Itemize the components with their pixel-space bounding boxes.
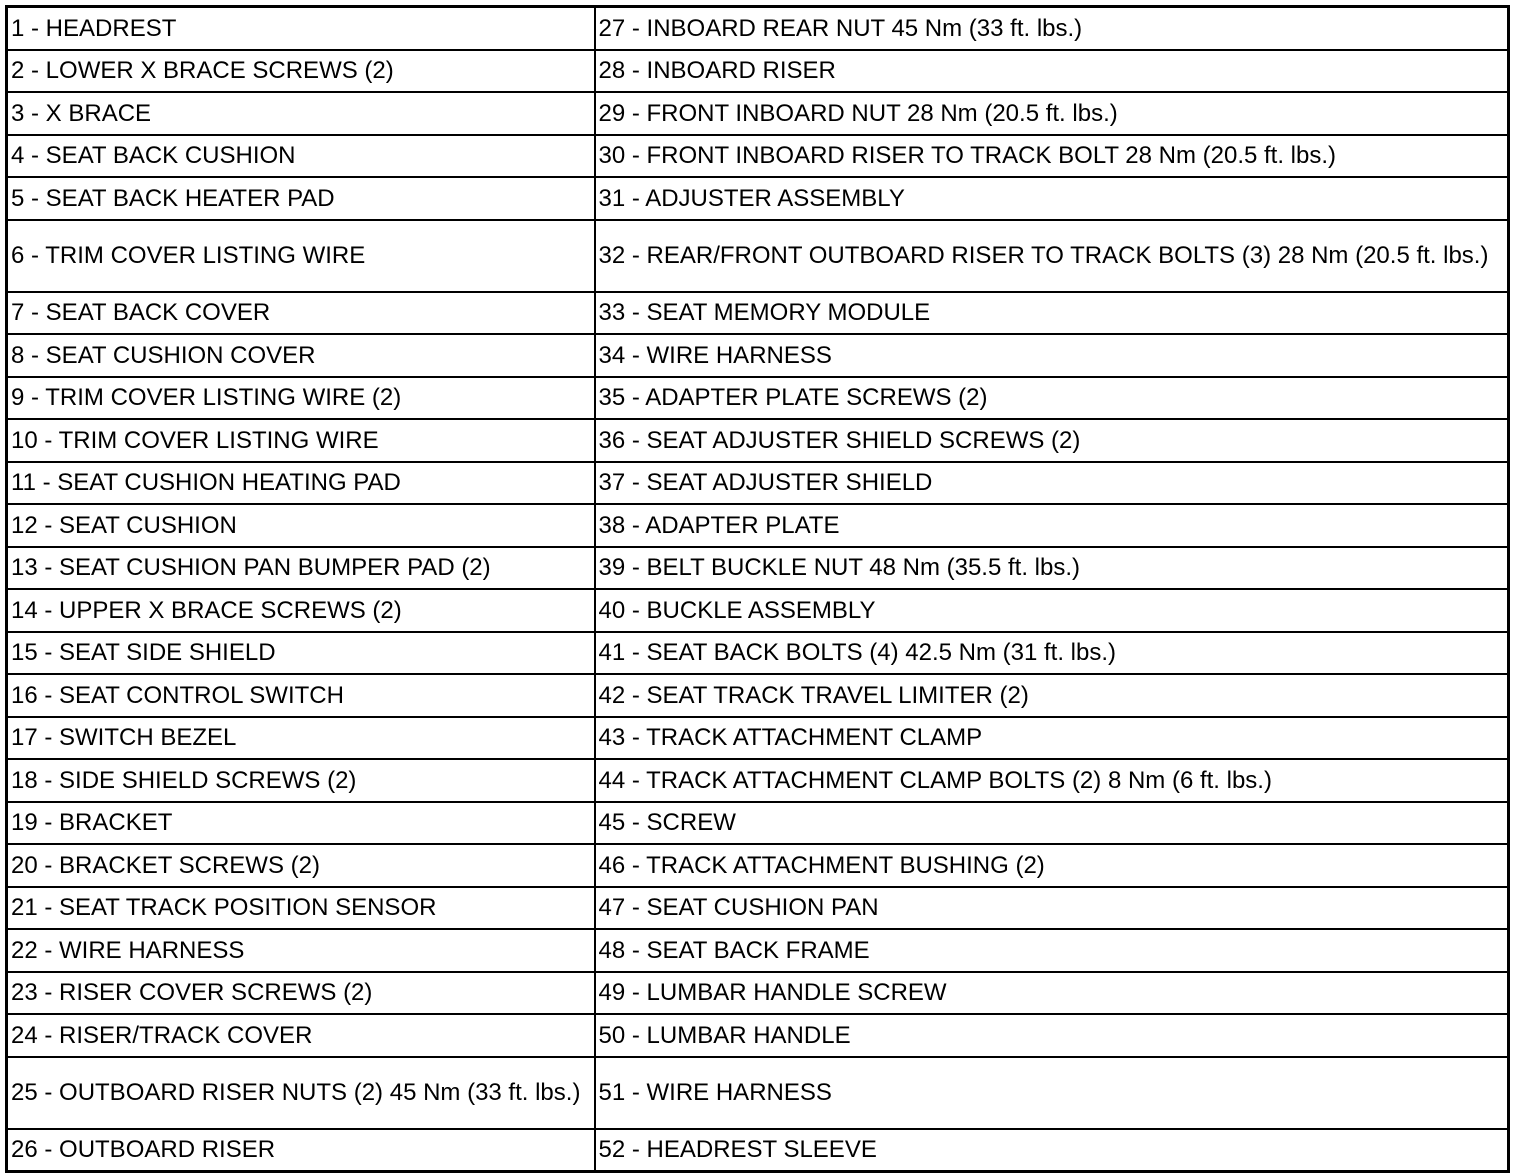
table-row xyxy=(7,1057,1509,1129)
legend-cell-left: 17 - SWITCH BEZEL xyxy=(7,717,595,760)
legend-cell-right: 47 - SEAT CUSHION PAN xyxy=(595,887,1509,930)
legend-cell-left: 5 - SEAT BACK HEATER PAD xyxy=(7,177,595,220)
table-row xyxy=(7,929,1509,972)
legend-cell-left: 21 - SEAT TRACK POSITION SENSOR xyxy=(7,887,595,930)
legend-cell-left: 2 - LOWER X BRACE SCREWS (2) xyxy=(7,50,595,93)
legend-cell-right: 30 - FRONT INBOARD RISER TO TRACK BOLT 28 Nm (20.5 ft. lbs.) xyxy=(595,135,1509,178)
legend-cell-right: 45 - SCREW xyxy=(595,802,1509,845)
table-row xyxy=(7,589,1509,632)
table-row xyxy=(7,462,1509,505)
table-row xyxy=(7,220,1509,292)
legend-cell-right: 38 - ADAPTER PLATE xyxy=(595,504,1509,547)
legend-cell-right: 28 - INBOARD RISER xyxy=(595,50,1509,93)
legend-cell-left: 19 - BRACKET xyxy=(7,802,595,845)
legend-cell-left: 1 - HEADREST xyxy=(7,7,595,50)
legend-cell-right: 36 - SEAT ADJUSTER SHIELD SCREWS (2) xyxy=(595,419,1509,462)
table-row xyxy=(7,674,1509,717)
table-row xyxy=(7,177,1509,220)
legend-cell-right: 29 - FRONT INBOARD NUT 28 Nm (20.5 ft. lbs.) xyxy=(595,92,1509,135)
legend-cell-left: 24 - RISER/TRACK COVER xyxy=(7,1014,595,1057)
parts-legend-table xyxy=(5,5,1510,1173)
table-row xyxy=(7,50,1509,93)
legend-cell-right: 42 - SEAT TRACK TRAVEL LIMITER (2) xyxy=(595,674,1509,717)
table-row xyxy=(7,844,1509,887)
legend-cell-left: 10 - TRIM COVER LISTING WIRE xyxy=(7,419,595,462)
legend-cell-left: 23 - RISER COVER SCREWS (2) xyxy=(7,972,595,1015)
legend-cell-left: 20 - BRACKET SCREWS (2) xyxy=(7,844,595,887)
table-row xyxy=(7,1129,1509,1172)
legend-cell-left: 22 - WIRE HARNESS xyxy=(7,929,595,972)
legend-cell-left: 3 - X BRACE xyxy=(7,92,595,135)
legend-cell-left: 26 - OUTBOARD RISER xyxy=(7,1129,595,1172)
legend-cell-right: 40 - BUCKLE ASSEMBLY xyxy=(595,589,1509,632)
table-row xyxy=(7,334,1509,377)
parts-legend-body xyxy=(7,7,1509,1172)
legend-cell-right: 43 - TRACK ATTACHMENT CLAMP xyxy=(595,717,1509,760)
legend-cell-right: 51 - WIRE HARNESS xyxy=(595,1057,1509,1129)
legend-cell-right: 32 - REAR/FRONT OUTBOARD RISER TO TRACK BOLTS (3) 28 Nm (20.5 ft. lbs.) xyxy=(595,220,1509,292)
legend-cell-right: 46 - TRACK ATTACHMENT BUSHING (2) xyxy=(595,844,1509,887)
table-row xyxy=(7,135,1509,178)
legend-cell-left: 13 - SEAT CUSHION PAN BUMPER PAD (2) xyxy=(7,547,595,590)
legend-cell-left: 7 - SEAT BACK COVER xyxy=(7,292,595,335)
legend-cell-left: 14 - UPPER X BRACE SCREWS (2) xyxy=(7,589,595,632)
table-row xyxy=(7,972,1509,1015)
legend-cell-right: 41 - SEAT BACK BOLTS (4) 42.5 Nm (31 ft. lbs.) xyxy=(595,632,1509,675)
table-row xyxy=(7,632,1509,675)
legend-cell-right: 27 - INBOARD REAR NUT 45 Nm (33 ft. lbs.) xyxy=(595,7,1509,50)
legend-cell-left: 12 - SEAT CUSHION xyxy=(7,504,595,547)
legend-cell-right: 52 - HEADREST SLEEVE xyxy=(595,1129,1509,1172)
legend-cell-left: 18 - SIDE SHIELD SCREWS (2) xyxy=(7,759,595,802)
legend-cell-right: 49 - LUMBAR HANDLE SCREW xyxy=(595,972,1509,1015)
legend-cell-left: 25 - OUTBOARD RISER NUTS (2) 45 Nm (33 ft. lbs.) xyxy=(7,1057,595,1129)
table-row xyxy=(7,887,1509,930)
legend-cell-right: 50 - LUMBAR HANDLE xyxy=(595,1014,1509,1057)
table-row xyxy=(7,92,1509,135)
table-row xyxy=(7,377,1509,420)
table-row xyxy=(7,419,1509,462)
table-row xyxy=(7,547,1509,590)
table-row xyxy=(7,1014,1509,1057)
table-row xyxy=(7,7,1509,50)
legend-cell-left: 4 - SEAT BACK CUSHION xyxy=(7,135,595,178)
legend-cell-right: 39 - BELT BUCKLE NUT 48 Nm (35.5 ft. lbs.) xyxy=(595,547,1509,590)
legend-cell-right: 33 - SEAT MEMORY MODULE xyxy=(595,292,1509,335)
table-row xyxy=(7,759,1509,802)
table-row xyxy=(7,717,1509,760)
legend-cell-right: 34 - WIRE HARNESS xyxy=(595,334,1509,377)
legend-cell-right: 35 - ADAPTER PLATE SCREWS (2) xyxy=(595,377,1509,420)
legend-cell-left: 11 - SEAT CUSHION HEATING PAD xyxy=(7,462,595,505)
legend-cell-left: 8 - SEAT CUSHION COVER xyxy=(7,334,595,377)
table-row xyxy=(7,292,1509,335)
table-row xyxy=(7,504,1509,547)
legend-cell-right: 31 - ADJUSTER ASSEMBLY xyxy=(595,177,1509,220)
legend-cell-right: 48 - SEAT BACK FRAME xyxy=(595,929,1509,972)
legend-cell-right: 37 - SEAT ADJUSTER SHIELD xyxy=(595,462,1509,505)
legend-cell-left: 15 - SEAT SIDE SHIELD xyxy=(7,632,595,675)
table-row xyxy=(7,802,1509,845)
legend-cell-left: 6 - TRIM COVER LISTING WIRE xyxy=(7,220,595,292)
legend-cell-right: 44 - TRACK ATTACHMENT CLAMP BOLTS (2) 8 Nm (6 ft. lbs.) xyxy=(595,759,1509,802)
legend-cell-left: 16 - SEAT CONTROL SWITCH xyxy=(7,674,595,717)
legend-cell-left: 9 - TRIM COVER LISTING WIRE (2) xyxy=(7,377,595,420)
